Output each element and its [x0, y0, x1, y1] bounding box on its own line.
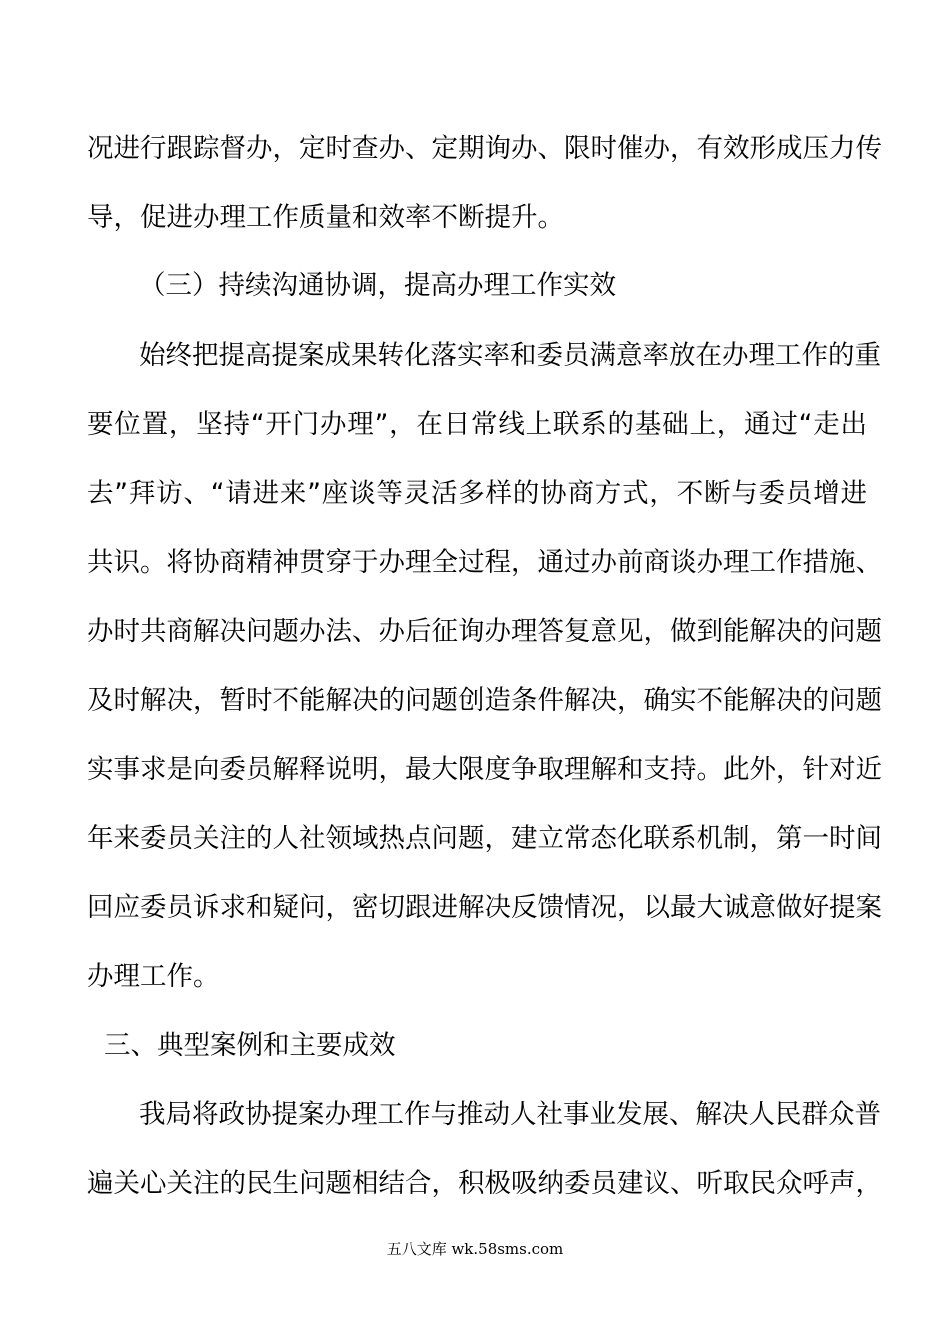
paragraph-line: 办时共商解决问题办法、办后征询办理答复意见，做到能解决的问题: [87, 616, 882, 647]
section-heading: 三、典型案例和主要成效: [104, 1030, 396, 1061]
paragraph-line: 导，促进办理工作质量和效率不断提升。: [87, 202, 564, 233]
paragraph-line: 要位置，坚持“开门办理”，在日常线上联系的基础上，通过“走出: [87, 409, 867, 440]
paragraph-line: 回应委员诉求和疑问，密切跟进解决反馈情况，以最大诚意做好提案: [87, 892, 882, 923]
paragraph-line: 我局将政协提案办理工作与推动人社事业发展、解决人民群众普: [139, 1099, 881, 1130]
paragraph-line: 始终把提高提案成果转化落实率和委员满意率放在办理工作的重: [139, 340, 881, 371]
subheading: （三）持续沟通协调，提高办理工作实效: [139, 270, 616, 301]
paragraph-line: 共识。将协商精神贯穿于办理全过程，通过办前商谈办理工作措施、: [87, 547, 882, 578]
paragraph-line: 办理工作。: [87, 961, 220, 992]
paragraph-line: 实事求是向委员解释说明，最大限度争取理解和支持。此外，针对近: [87, 754, 882, 785]
paragraph-line: 况进行跟踪督办，定时查办、定期询办、限时催办，有效形成压力传: [87, 133, 882, 164]
page-footer: 五八文库 wk.58sms.com: [386, 1240, 564, 1258]
paragraph-line: 遍关心关注的民生问题相结合，积极吸纳委员建议、听取民众呼声，: [87, 1168, 882, 1199]
paragraph-line: 年来委员关注的人社领域热点问题，建立常态化联系机制，第一时间: [87, 823, 882, 854]
paragraph-line: 去”拜访、“请进来”座谈等灵活多样的协商方式，不断与委员增进: [87, 478, 867, 509]
paragraph-line: 及时解决，暂时不能解决的问题创造条件解决，确实不能解决的问题: [87, 685, 882, 716]
